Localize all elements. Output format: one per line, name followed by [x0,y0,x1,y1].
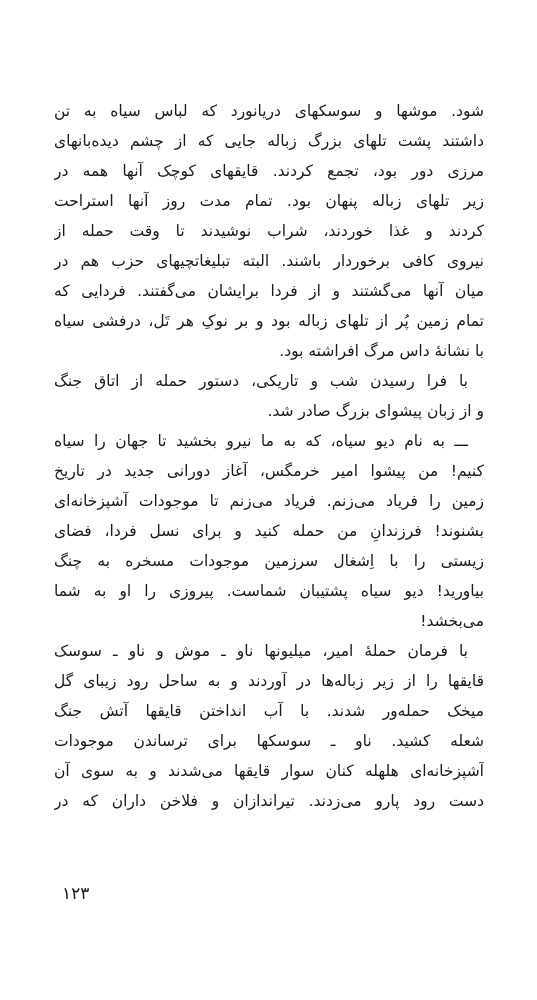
text-line: بشنوند! فرزندانِ من حمله کنید و برای نسل فردا، فضای [54,522,484,540]
text-line: کردند و غذا خوردند، شراب نوشیدند تا وقت حمله از [54,222,484,240]
text-line: دست رود پارو می‌زدند. تیراندازان و فلاخن داران که در [54,792,484,810]
text-line: و از زبان پیشوای بزرگ صادر شد. [267,402,484,420]
text-line: شود. موشها و سوسکهای دریانورد که لباس سیاه به تن [54,102,484,120]
text-line: زمین را فریاد می‌زنم. فریاد می‌زنم تا موجودات آشپزخانه‌ای [54,492,484,510]
text-line: آشپزخانه‌ای هلهله کنان سوار قایقها می‌شدند و به سوی آن [54,762,484,780]
text-line: زیستی را با اِشغال سرزمین موجودات مسخره به چنگ [54,552,484,570]
body-text [54,96,484,816]
text-line: زیر تلهای زباله پنهان بود. تمام مدت روز آنها استراحت [54,192,484,210]
text-line: میان آنها می‌گشتند و از فردا برایشان می‌گفتند. فردایی که [54,282,484,300]
text-line: قایقها را از زیر زباله‌ها در آوردند و به ساحل رود زیبای گل [54,672,484,690]
text-line: تمام زمین پُر از تلهای زباله بود و بر نوکِ هر تَل، درفشی سیاه [54,312,484,330]
text-line: میخک حمله‌ور شدند. با آب انداختن قایقها آتش جنگ [54,702,484,720]
text-line: ـــ به نام دیو سیاه، که به ما نیرو بخشید تا جهان را سیاه [54,432,468,450]
text-line: نیروی کافی برخوردار باشند. البته تبلیغاتچیهای حزب هم در [54,252,484,270]
text-line: داشتند پشت تلهای بزرگ زباله جایی که از چشم دیده‌بانهای [54,132,484,150]
text-line: مرزی دور بود، تجمع کردند. قایقهای کوچک آنها همه در [54,162,484,180]
text-line: کنیم! من پیشوا امیر خرمگس، آغاز دورانی جدید در تاریخ [54,462,484,480]
text-line: با فرمان حملهٔ امیر، میلیونها ناو ـ موش و ناو ـ سوسک [54,642,468,660]
text-line: با فرا رسیدن شب و تاریکی، دستور حمله از اتاق جنگ [54,372,468,390]
text-line: بیاورید! دیو سیاه پشتیبان شماست. پیروزی را او به شما [54,582,484,600]
text-line: شعله کشید. ناو ـ سوسکها برای ترساندن موجودات [54,732,484,750]
page-number: ۱۲۳ [62,884,90,904]
text-line: می‌بخشد! [420,612,484,630]
text-line: با نشانهٔ داس مرگ افراشته بود. [279,342,484,360]
